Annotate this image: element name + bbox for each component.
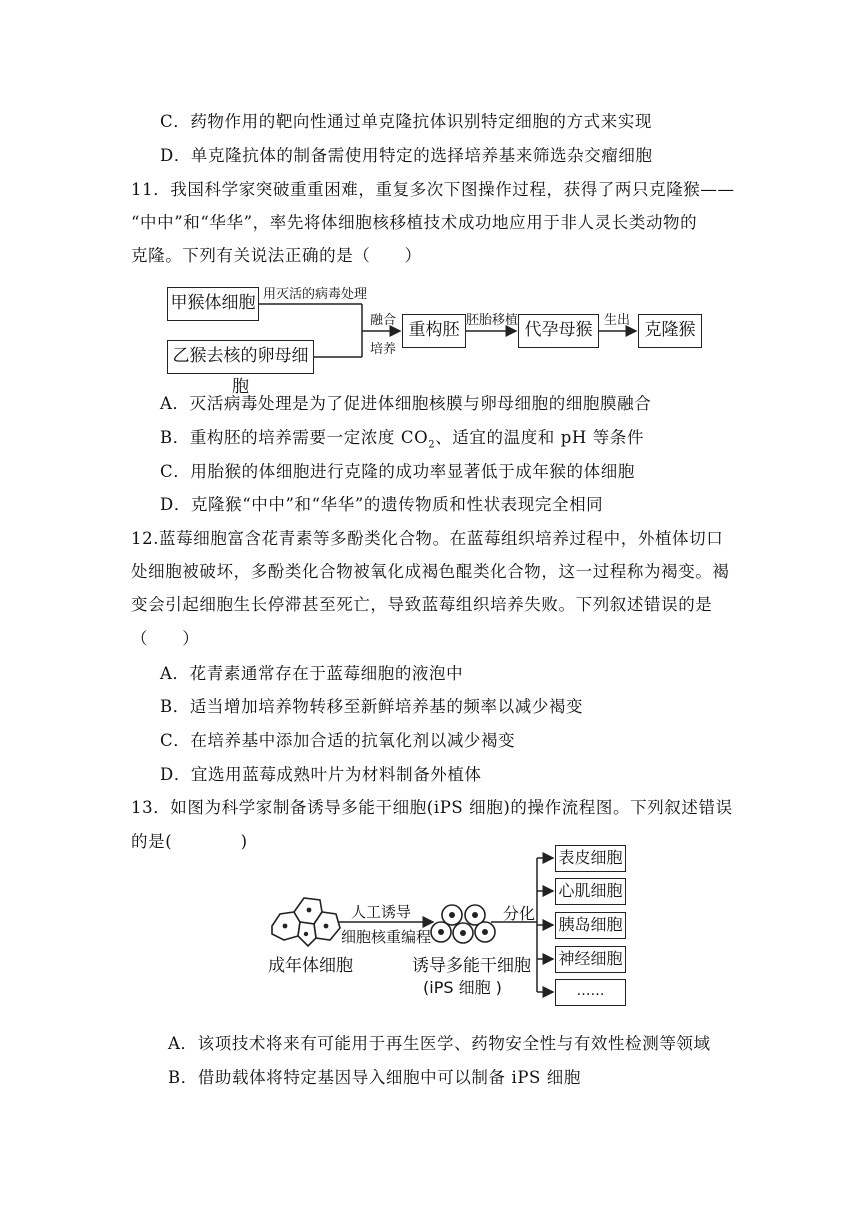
q11-option-c: C．用胎猴的体细胞进行克隆的成功率显著低于成年猴的体细胞 — [160, 462, 635, 481]
label-culture: 培养 — [370, 342, 397, 357]
output-cardiomyocyte: 心肌细胞 — [555, 878, 626, 905]
label-birth: 生出 — [604, 313, 631, 328]
box-surrogate-mother: 代孕母猴 — [518, 314, 599, 348]
q12-stem-line-1: 12.蓝莓细胞富含花青素等多酚类化合物。在蓝莓组织培养过程中，外植体切口 — [131, 529, 724, 548]
q11-option-b: B．重构胚的培养需要一定浓度 $CO_2$、适宜的温度和 pH 等条件 — [160, 428, 645, 451]
label-fusion: 融合 — [370, 313, 397, 328]
q11-option-d: D．克隆猴“中中”和“华华”的遗传物质和性状表现完全相同 — [160, 495, 604, 514]
box-enucleated-oocyte: 乙猴去核的卵母细胞 — [167, 340, 314, 374]
q13-stem-line-1: 13．如图为科学家制备诱导多能干细胞(iPS 细胞)的操作流程图。下列叙述错误 — [131, 798, 733, 817]
ips-cells-icon — [431, 905, 495, 943]
output-ellipsis: …… — [555, 979, 626, 1006]
label-adult-somatic-cell: 成年体细胞 — [268, 956, 353, 976]
q11-stem-line-3: 克隆。下列有关说法正确的是（ ） — [131, 246, 422, 265]
output-epidermal-cell: 表皮细胞 — [555, 845, 626, 872]
label-artificial-induction: 人工诱导 — [351, 903, 412, 921]
label-inactivated-virus: 用灭活的病毒处理 — [263, 287, 368, 302]
label-embryo-transfer: 胚胎移植 — [466, 313, 519, 328]
adult-cells-icon — [272, 898, 340, 946]
q11-option-a: A．灭活病毒处理是为了促进体细胞核膜与卵母细胞的细胞膜融合 — [160, 394, 652, 413]
q12-option-c: C．在培养基中添加合适的抗氧化剂以减少褐变 — [160, 731, 516, 750]
q12-stem-line-2: 处细胞被破坏，多酚类化合物被氧化成褐色醌类化合物，这一过程称为褐变。褐 — [131, 562, 730, 581]
box-donor-somatic-cell: 甲猴体细胞 — [167, 287, 259, 321]
box-reconstructed-embryo: 重构胚 — [402, 314, 466, 348]
label-ips-abbrev: (iPS 细胞 ) — [423, 978, 502, 997]
q12-option-a: A．花青素通常存在于蓝莓细胞的液泡中 — [160, 664, 464, 683]
q13-option-b: B．借助载体将特定基因导入细胞中可以制备 iPS 细胞 — [168, 1068, 581, 1087]
label-nuclear-reprogramming: 细胞核重编程 — [341, 928, 432, 946]
label-ips-cell-name: 诱导多能干细胞 — [412, 956, 531, 976]
q13-option-a: A．该项技术将来有可能用于再生医学、药物安全性与有效性检测等领域 — [168, 1034, 711, 1053]
label-differentiation: 分化 — [503, 904, 536, 923]
output-islet-cell: 胰岛细胞 — [555, 912, 626, 939]
option-c-prev: C．药物作用的靶向性通过单克隆抗体识别特定细胞的方式来实现 — [160, 112, 653, 131]
box-cloned-monkey: 克隆猴 — [638, 314, 702, 348]
q12-stem-line-4: （ ） — [131, 629, 200, 648]
q12-stem-line-3: 变会引起细胞生长停滞甚至死亡，导致蓝莓组织培养失败。下列叙述错误的是 — [131, 595, 713, 614]
output-neuron: 神经细胞 — [555, 946, 626, 973]
q13-stem-line-2: 的是( ) — [131, 832, 248, 851]
option-d-prev: D．单克隆抗体的制备需使用特定的选择培养基来筛选杂交瘤细胞 — [160, 146, 653, 165]
q11-stem-line-1: 11．我国科学家突破重重困难，重复多次下图操作过程，获得了两只克隆猴—— — [131, 180, 735, 199]
q12-option-d: D．宜选用蓝莓成熟叶片为材料制备外植体 — [160, 765, 482, 784]
q12-option-b: B．适当增加培养物转移至新鲜培养基的频率以减少褐变 — [160, 697, 584, 716]
q11-stem-line-2: “中中”和“华华”，率先将体细胞核移植技术成功地应用于非人灵长类动物的 — [131, 213, 698, 232]
